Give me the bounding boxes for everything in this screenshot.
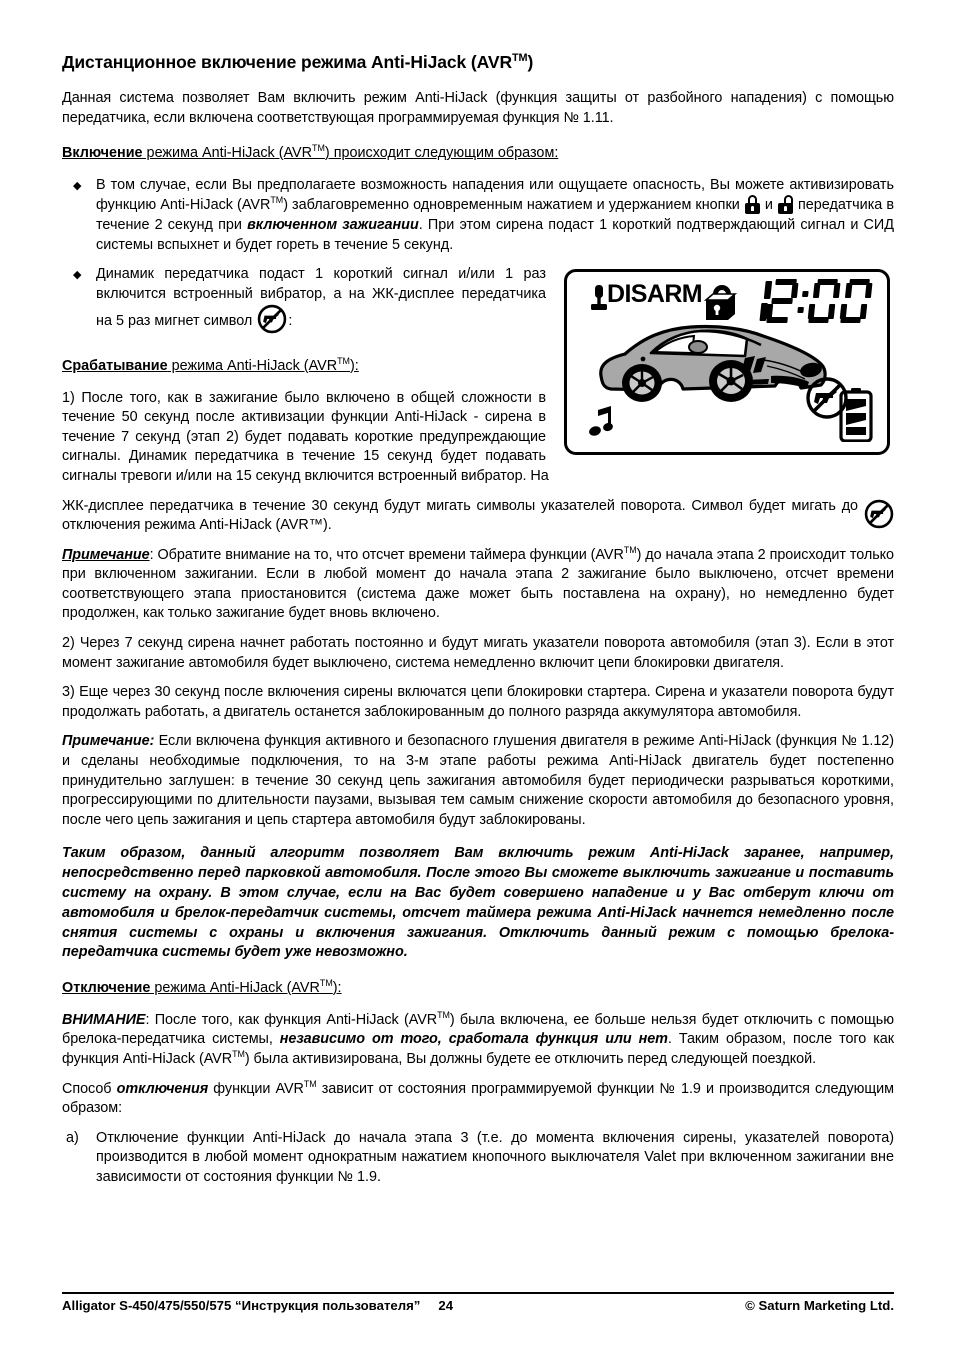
- note-2-text: Если включена функция активного и безопасного глушения двигателя в режиме Anti-HiJack (функция № 1.12) и сделаны необходимые подключения, то на 3-м этапе работы режима Anti-HiJack двигатель будет постепенно принудительно заглушен: в течение 30 секунд цепь зажигания автомобиля будет периодически разрываться короткими, прогрессирующими по длительности паузами, вызывая тем самым снижение скорости автомобиля до безопасного уровня, после чего цепь зажигания и цепь стартера автомобиля будут заблокированы.: [62, 733, 894, 828]
- enable-heading-rest: режима Anti-HiJack (AVR: [142, 145, 313, 162]
- enable-heading-bold: Включение: [62, 145, 143, 162]
- bullet2-part1: Динамик передатчика подаст 1 короткий сигнал и/или 1 раз включится встроенный вибратор, а на ЖК-дисплее передатчика на 5 раз мигнет символ: [96, 266, 546, 330]
- battery-full-icon: [839, 388, 873, 442]
- bullet2-part2: :: [288, 313, 293, 330]
- method-part1: Способ: [62, 1080, 117, 1097]
- bullet-text: [96, 265, 546, 341]
- note-2-label: Примечание:: [62, 733, 155, 750]
- note-2: [62, 732, 894, 830]
- page-title-text: Дистанционное включение режима Anti-HiJack (AVR: [62, 52, 512, 72]
- trigger-paragraph-4: 3) Еще через 30 секунд после включения сирены включатся цепи блокировки стартера. Сирена и указатели поворота будут продолжать работать, а двигатель останется заблокированным до полного разряда аккумулятора автомобиля.: [62, 684, 894, 720]
- bullet1-part4: . При этом сирена подаст 1 короткий подтверждающий сигнал и СИД системы вспыхнет и будет гореть в течение 5 секунд.: [96, 216, 894, 253]
- footer-divider: [62, 1292, 894, 1294]
- car-icon: [595, 320, 829, 406]
- bullet-text: [96, 176, 894, 255]
- trigger-paragraph-3: 2) Через 7 секунд сирена начнет работать постоянно и будут мигать указатели поворота автомобиля (этап 3). Если в этот момент зажигание автомобиля будет выключено, система немедленно включит цепи блокировки двигателя.: [62, 635, 894, 671]
- trademark-superscript: TM: [437, 1009, 450, 1020]
- open-padlock-icon: [778, 195, 793, 214]
- intro-paragraph: Данная система позволяет Вам включить режим Anti-HiJack (функция защиты от разбойного нападения) с помощью передатчика, если включена соответствующая программируемая функция № 1.11.: [62, 90, 894, 126]
- warning-label: ВНИМАНИЕ: [62, 1011, 146, 1028]
- bullet-diamond-icon: ◆: [73, 179, 82, 192]
- music-note-icon: [589, 404, 615, 438]
- method-paragraph: [62, 1080, 894, 1119]
- method-part3: зависит от состояния программируемой функции № 1.9 и производится следующим образом:: [62, 1080, 894, 1117]
- list-marker-a: а): [66, 1129, 79, 1146]
- footer-page-number: 24: [438, 1298, 454, 1313]
- section-heading-disable: [62, 979, 894, 999]
- footer-copyright: © Saturn Marketing Ltd.: [745, 1298, 894, 1313]
- trademark-superscript: TM: [303, 1078, 317, 1089]
- list-item: [62, 265, 546, 341]
- lcd-display-figure: [564, 269, 894, 455]
- trademark-superscript: TM: [270, 195, 284, 206]
- trigger-paragraph-2: [62, 497, 894, 536]
- lcd-status-text: DISARM: [607, 280, 703, 309]
- note-1-part2: ) до начала этапа 2 происходит только при включенном зажигании. Если в любой момент до начала этапа 2 зажигание было выключено, отсчет времени соответствующего этапа приостановится (система даже может быть поставлена на охрану), но немедленно будет продолжен, как только зажигание будет вновь включено.: [62, 546, 894, 622]
- trademark-superscript: TM: [623, 544, 637, 555]
- bullet-diamond-icon: ◆: [73, 269, 82, 282]
- trigger-heading-tail: ):: [349, 357, 359, 374]
- trademark-superscript: TM: [319, 978, 333, 989]
- note-1-part1: : Обратите внимание на то, что отсчет времени таймера функции (AVR: [149, 546, 624, 563]
- page-title: [62, 52, 894, 73]
- list-item: [62, 176, 894, 255]
- disable-heading-tail: ):: [332, 980, 342, 997]
- warning-part2: ) была включена, ее больше нельзя будет отключить с помощью брелока-передатчика системы,: [62, 1011, 894, 1048]
- anti-hijack-icon: [864, 499, 894, 529]
- open-padlock-3d-icon: [700, 281, 742, 325]
- trigger-heading-rest: режима Anti-HiJack (AVR: [167, 357, 338, 374]
- warning-part3: . Таким образом, после того как функция Anti-HiJack (AVR: [62, 1031, 894, 1067]
- note-1: [62, 546, 894, 624]
- anti-hijack-icon: [257, 304, 287, 334]
- trademark-superscript: TM: [511, 52, 528, 65]
- anti-hijack-inline-icon: [257, 304, 287, 341]
- enable-heading-tail: ) происходит следующим образом:: [324, 145, 559, 162]
- warning-part1: : После того, как функция Anti-HiJack (AVR: [145, 1011, 438, 1028]
- footer-document-title: Alligator S-450/475/550/575 “Инструкция пользователя”: [62, 1298, 421, 1313]
- footer-left-group: [62, 1298, 453, 1313]
- trigger-heading-bold: Срабатывание: [62, 357, 168, 374]
- bullet1-part2: ) заблаговременно одновременным нажатием и удержанием кнопки: [283, 197, 744, 214]
- trademark-superscript: TM: [312, 143, 325, 154]
- summary-block: Таким образом, данный алгоритм позволяет Вам включить режим Anti-HiJack заранее, например, непосредственно перед парковкой автомобиля. После этого Вы сможете выключить зажигание и поставить систему на охрану. В этом случае, если на Вас будет совершено нападение и у Вас отберут ключи от автомобиля и брелок-передатчик системы, отсчет таймера режима Anti-HiJack начнется немедленно после снятия системы с охраны и включения зажигания. Отключить данный режим с помощью брелока-передатчика системы будет уже невозможно.: [62, 845, 894, 961]
- anti-hijack-inline-icon: [864, 499, 894, 536]
- method-emphasis: отключения: [116, 1080, 209, 1097]
- trademark-superscript: TM: [337, 356, 350, 367]
- warning-emphasis: независимо от того, сработала функция или нет: [279, 1031, 668, 1048]
- list-item: [62, 1129, 894, 1188]
- antenna-icon: [589, 283, 609, 313]
- page-footer: [62, 1292, 894, 1313]
- closed-padlock-icon: [745, 195, 760, 214]
- lcd-screen: [564, 269, 890, 455]
- trigger-paragraph-1: 1) После того, как в зажигание было включено в общей сложности в течение 50 секунд после активизации функции Anti-HiJack - сирена в течение 7 секунд (этап 2) будет подавать короткие предупреждающие сигналы. Динамик передатчика в течение 15 секунд будет подавать сигналы тревоги и/или на 15 секунд включится встроенный вибратор. На: [62, 389, 549, 484]
- note-1-label: Примечание: [62, 546, 150, 563]
- disable-heading-bold: Отключение: [62, 980, 151, 997]
- bullet1-part1: В том случае, если Вы предполагаете возможность нападения или ощущаете опасность, Вы можете активизировать функцию Anti-HiJack (AVR: [96, 176, 894, 214]
- trigger-p2-pre: ЖК-дисплее передатчика в течение 30 секунд будут мигать символы указателей поворота. Символ: [62, 497, 749, 514]
- footer-row: [62, 1298, 894, 1313]
- trademark-superscript: TM: [232, 1049, 245, 1060]
- item-a-text: Отключение функции Anti-HiJack до начала этапа 3 (т.е. до момента включения сирены, указателей поворота) производится в любой момент однократным нажатием кнопочного выключателя Valet при включенном зажигании вне зависимости от состояния функции № 1.9.: [96, 1129, 894, 1185]
- section-heading-enable: [62, 144, 894, 164]
- page-title-close: ): [527, 52, 534, 72]
- bullet1-and: и: [760, 197, 777, 214]
- disable-heading-rest: режима Anti-HiJack (AVR: [150, 980, 320, 997]
- bullet1-part3: передатчика в течение 2 секунд при: [96, 197, 894, 233]
- warning-part4: ) была активизирована, Вы должны будете ее отключить перед следующей поездкой.: [244, 1050, 817, 1067]
- lcd-clock: [752, 278, 874, 326]
- warning-paragraph: [62, 1011, 894, 1070]
- bullet1-emphasis: включенном зажигании: [247, 216, 419, 233]
- trigger-p2-post: будет мигать до отключения режима Anti-HiJack (AVR™).: [62, 497, 858, 534]
- method-part2: функции AVR: [208, 1080, 304, 1097]
